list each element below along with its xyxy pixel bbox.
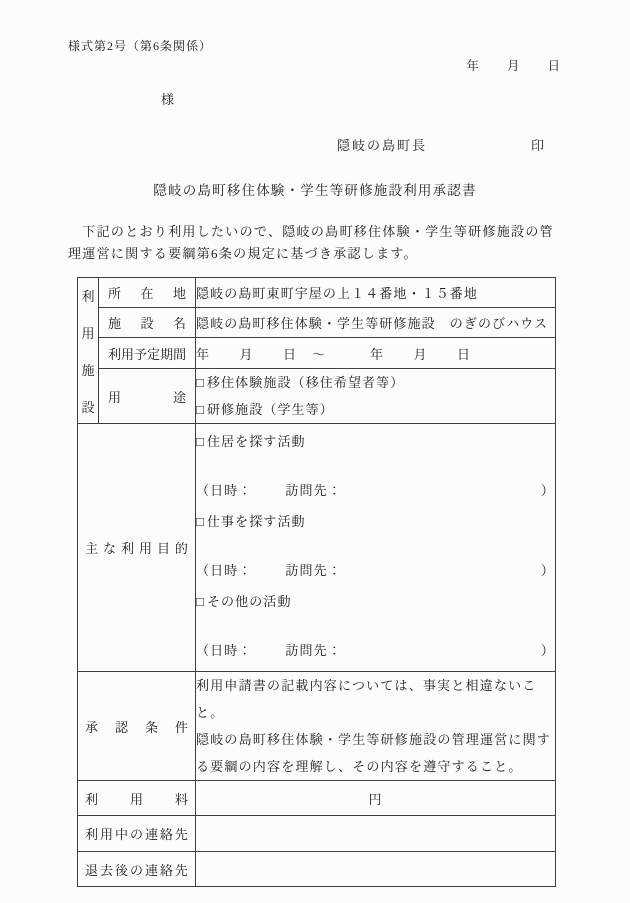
location-label: 所 在 地 [108, 286, 186, 301]
conditions-label: 承 認 条 件 [85, 719, 188, 735]
table-row [78, 278, 556, 308]
usage-option-2-label: 研修施設（学生等） [206, 402, 334, 417]
facility-group-cell [78, 278, 99, 424]
visit-label: 訪問先： [285, 642, 342, 658]
condition-line-3: る要綱の内容を理解し、その内容を遵守すること。 [196, 759, 523, 774]
facility-group-label: 利 用 施 設 [81, 288, 95, 415]
form-number: 様式第2号（第6条関係） [68, 39, 213, 53]
condition-line-2: 隠岐の島町移住体験・学生等研修施設の管理運営に関す [196, 732, 552, 747]
purpose-activity-other [196, 588, 555, 664]
usage-option-1-label: 移住体験施設（移住希望者等） [206, 375, 405, 390]
checkbox-icon: □ [196, 593, 205, 609]
addressee-honorific: 様 [161, 92, 176, 107]
datetime-prefix: （日時： [196, 642, 253, 658]
datetime-prefix: （日時： [196, 482, 253, 498]
usage-option-2 [196, 396, 555, 423]
body-line-2: 理運営に関する要綱第6条の規定に基づき承認します。 [68, 246, 418, 261]
conditions-label-cell [78, 672, 196, 781]
purpose-label-cell [78, 424, 196, 672]
usage-option-1 [196, 369, 555, 396]
table-row [78, 424, 556, 672]
contact-after-value [196, 852, 556, 887]
purpose-label: 主 な 利 用 目 的 [85, 541, 188, 556]
conditions-content-cell [196, 672, 556, 781]
activity-label: 住居を探す活動 [206, 433, 306, 449]
purpose-activity-housing [196, 428, 555, 504]
datetime-visit-line [196, 477, 555, 504]
contact-during-label-cell [78, 816, 196, 852]
table-row [78, 672, 556, 781]
fee-label-cell [78, 781, 196, 816]
usage-options-cell [196, 369, 556, 424]
datetime-visit-line [196, 637, 555, 664]
contact-during-value [196, 816, 556, 852]
seal-placeholder: 印 [531, 138, 545, 153]
close-paren: ） [540, 562, 555, 578]
purpose-activity-job [196, 508, 555, 584]
fee-value: 円 [196, 781, 556, 816]
activity-label: その他の活動 [206, 593, 292, 609]
datetime-prefix: （日時： [196, 562, 253, 578]
close-paren: ） [540, 482, 555, 498]
checkbox-icon: □ [196, 402, 205, 417]
facility-name-label: 施 設 名 [108, 316, 186, 331]
facility-name-value: 隠岐の島町移住体験・学生等研修施設 のぎのびハウス [196, 308, 556, 338]
contact-after-label-cell [78, 852, 196, 887]
table-row [78, 781, 556, 816]
condition-line-1: 利用申請書の記載内容については、事実と相違ないこと。 [196, 678, 537, 720]
location-value: 隠岐の島町東町宇屋の上１４番地・１５番地 [196, 278, 556, 308]
date-day-label: 日 [547, 59, 560, 73]
document-title: 隠岐の島町移住体験・学生等研修施設利用承認書 [153, 183, 477, 198]
checkbox-icon: □ [196, 513, 205, 529]
facility-name-label-cell [99, 308, 196, 338]
purpose-content-cell [196, 424, 556, 672]
table-row [78, 852, 556, 887]
period-value: 年 月 日 ～ 年 月 日 [196, 338, 556, 369]
visit-label: 訪問先： [285, 482, 342, 498]
activity-label: 仕事を探す活動 [206, 513, 306, 529]
approval-table [77, 277, 556, 887]
close-paren: ） [540, 642, 555, 658]
table-row [78, 816, 556, 852]
visit-label: 訪問先： [285, 562, 342, 578]
table-row [78, 308, 556, 338]
period-label: 利 用 予 定 期 間 [108, 346, 187, 362]
checkbox-icon: □ [196, 433, 205, 449]
period-label-cell [99, 338, 196, 369]
table-row [78, 369, 556, 424]
usage-label-cell [99, 369, 196, 424]
body-paragraph [68, 221, 554, 265]
contact-after-label: 退 去 後 の 連 絡 先 [85, 862, 188, 878]
contact-during-label: 利 用 中 の 連 絡 先 [85, 827, 188, 842]
date-month-label: 月 [506, 59, 520, 73]
checkbox-icon: □ [196, 375, 205, 390]
datetime-visit-line [196, 557, 555, 584]
date-line [466, 56, 560, 74]
usage-label: 用 途 [108, 389, 186, 405]
table-row [78, 338, 556, 369]
body-line-1: 下記のとおり利用したいので、隠岐の島町移住体験・学生等研修施設の管 [68, 224, 554, 239]
fee-label: 利 用 料 [85, 791, 188, 807]
issuer-title: 隠岐の島町長 [337, 138, 428, 153]
location-label-cell [99, 278, 196, 308]
date-year-label: 年 [466, 59, 479, 73]
